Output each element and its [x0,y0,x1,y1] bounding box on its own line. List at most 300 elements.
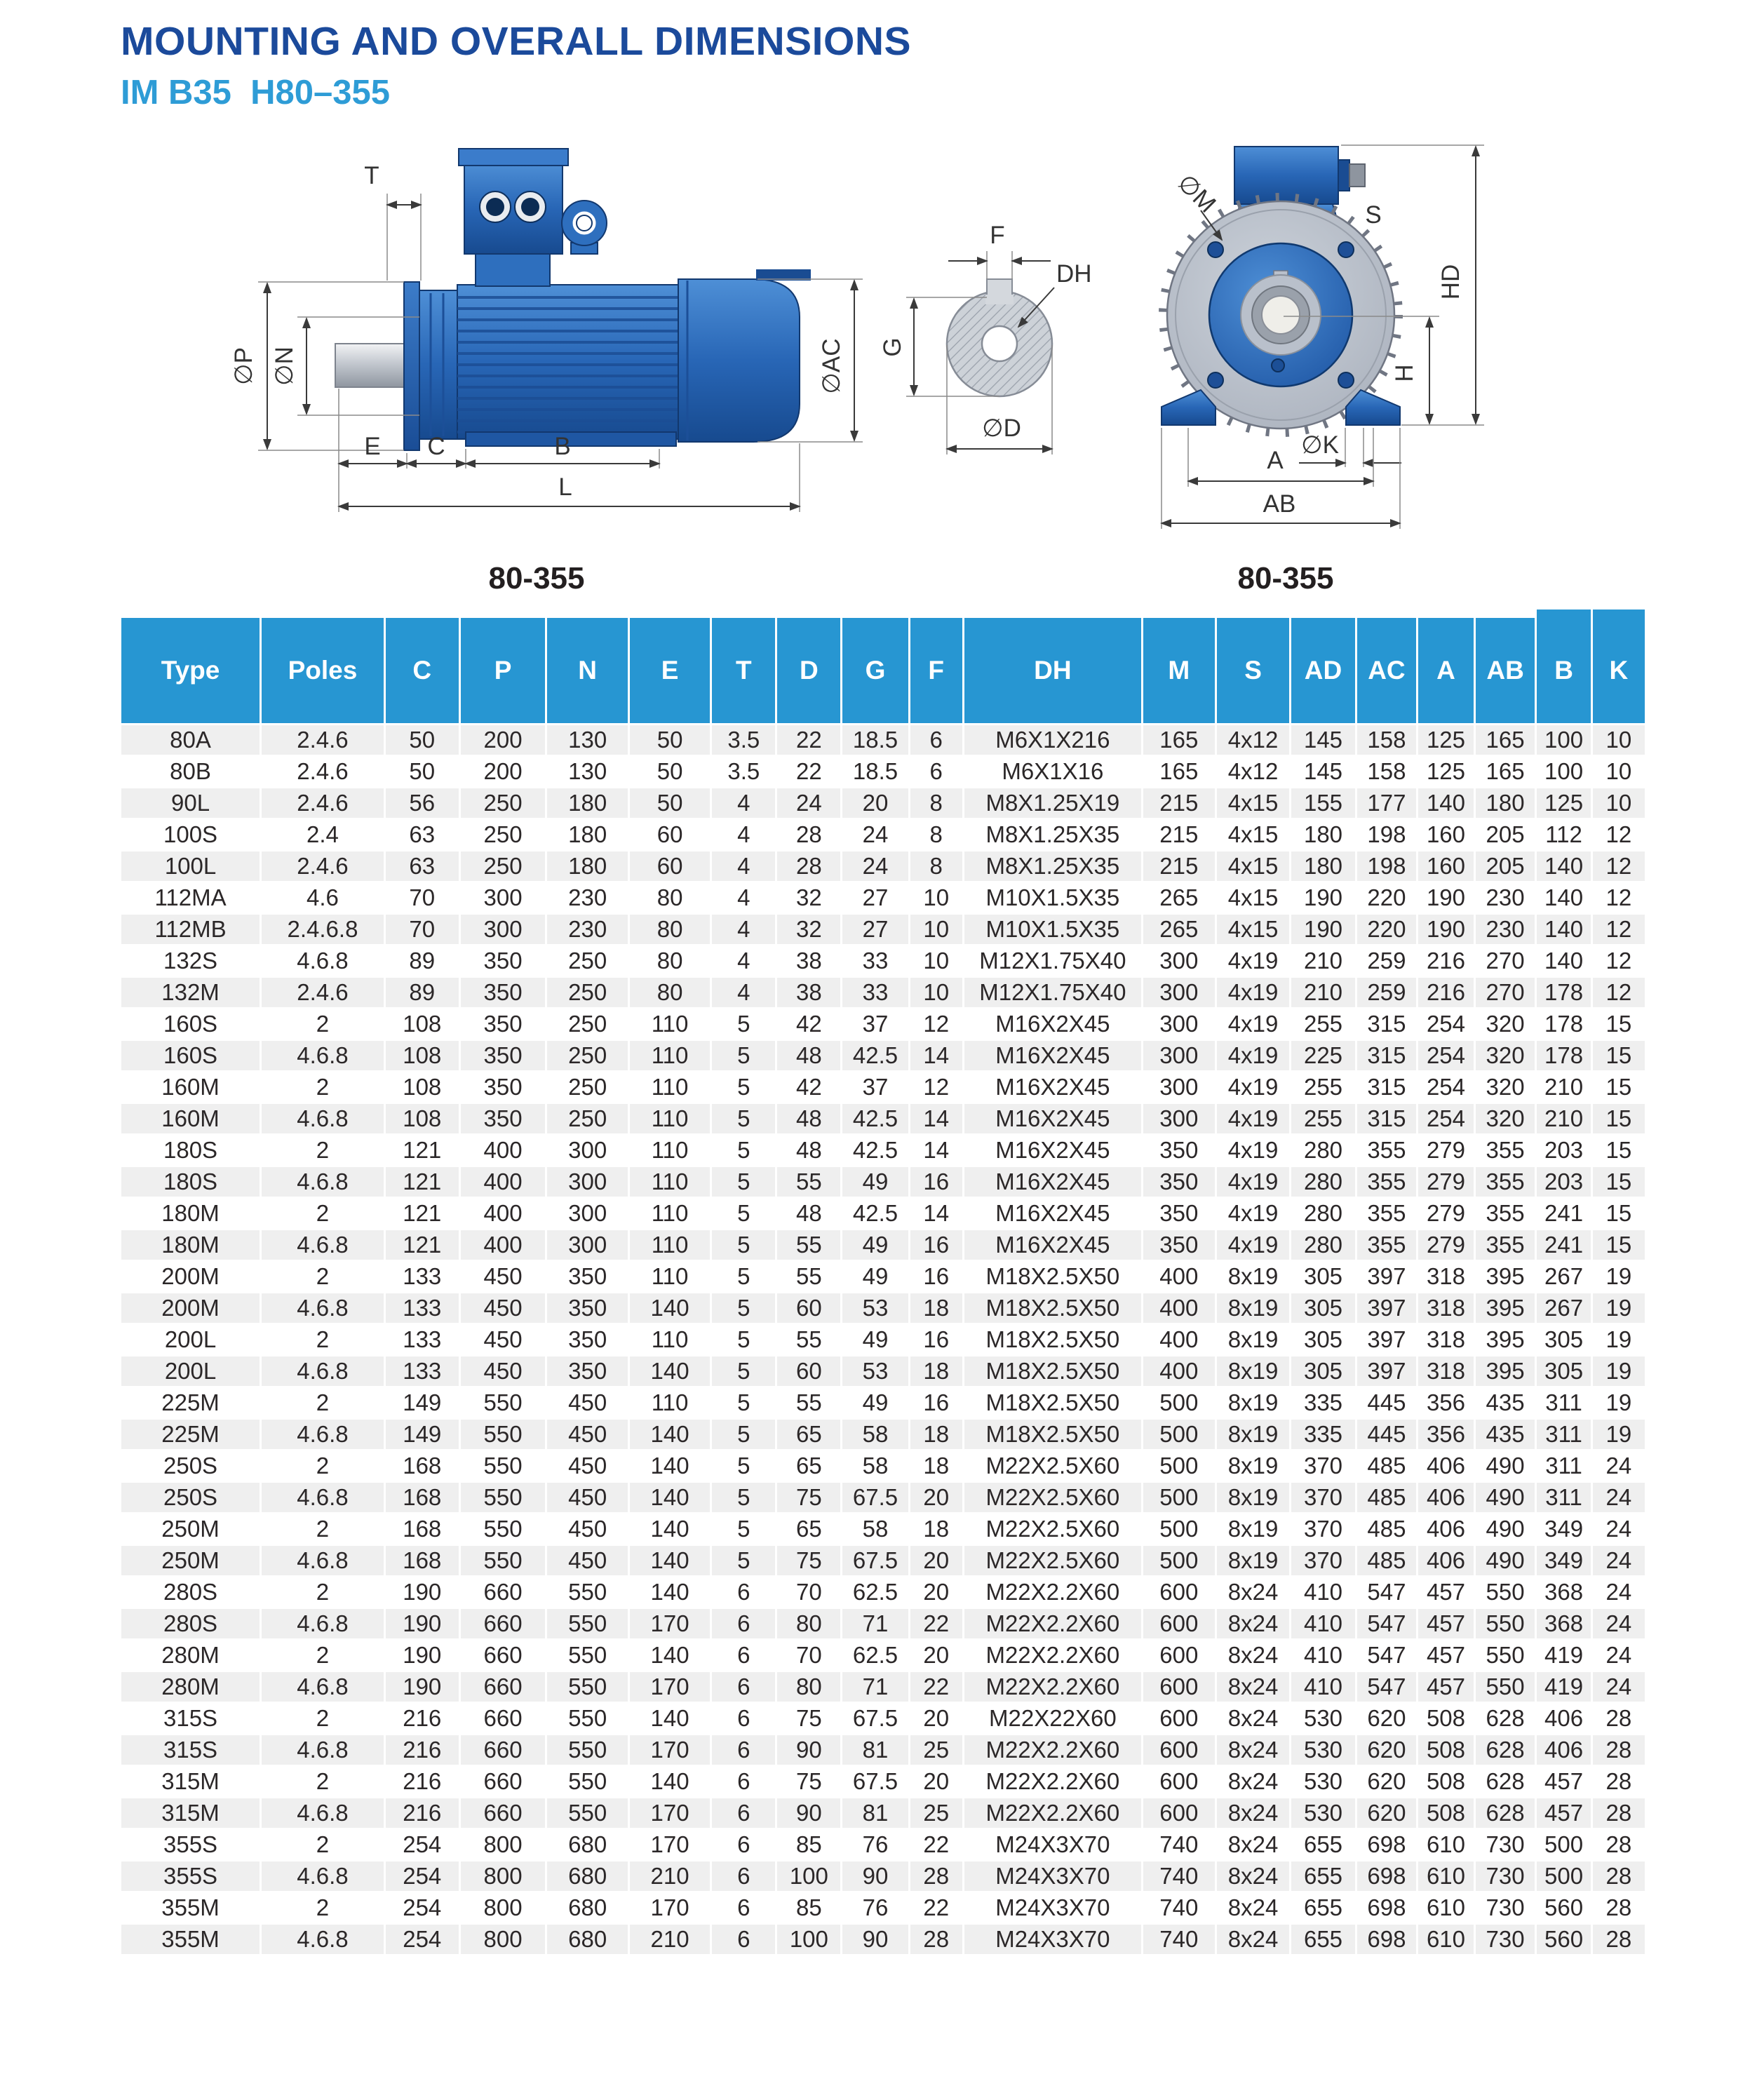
table-cell: 60 [630,851,710,881]
table-cell: 8x24 [1217,1577,1290,1607]
table-cell: 550 [1476,1609,1535,1638]
table-cell: 28 [777,851,840,881]
table-cell: 315 [1357,1104,1417,1133]
table-cell: 2 [262,1514,384,1544]
table-cell: 190 [1291,915,1354,944]
table-cell: 254 [1418,1104,1473,1133]
table-cell: M16X2X45 [964,1136,1141,1165]
table-cell: 108 [386,1009,459,1039]
table-cell: 255 [1291,1104,1354,1133]
table-cell: 4.6.8 [262,1356,384,1386]
table-cell: 4 [712,851,775,881]
table-cell: 62.5 [842,1641,908,1670]
flange-bolt-hole [1338,242,1354,257]
table-cell: 108 [386,1041,459,1070]
table-cell: 355 [1476,1230,1535,1260]
table-cell: 355 [1357,1136,1417,1165]
table-cell: 315 [1357,1041,1417,1070]
table-row [121,1356,1645,1386]
lifting-eye-icon [567,206,601,240]
table-cell: 300 [1143,1072,1215,1102]
table-cell: 15 [1593,1230,1645,1260]
table-cell: 170 [630,1672,710,1702]
table-cell: 110 [630,1041,710,1070]
table-cell: 500 [1143,1483,1215,1512]
page-subtitle: IM B35 H80–355 [121,74,391,112]
table-cell: 500 [1537,1830,1590,1859]
table-cell: 419 [1537,1641,1590,1670]
table-cell: 165 [1143,725,1215,755]
table-cell: 225M [121,1420,260,1449]
table-header-cell: D [777,618,840,723]
table-row [121,1641,1645,1670]
table-row [121,1483,1645,1512]
table-cell: 12 [1593,851,1645,881]
table-cell: 210 [1291,978,1354,1007]
table-cell: 4x15 [1217,788,1290,818]
table-cell: 90 [842,1925,908,1954]
table-cell: 680 [547,1925,627,1954]
table-cell: 80B [121,757,260,786]
table-cell: 550 [461,1451,546,1481]
table-cell: 190 [386,1609,459,1638]
table-cell: 4.6.8 [262,1735,384,1765]
table-header-cell: AB [1476,618,1535,723]
terminal-box-lid [459,149,568,166]
table-cell: 158 [1357,725,1417,755]
dim-label-M: ∅M [1172,168,1222,218]
table-cell: 28 [1593,1798,1645,1828]
table-cell: 205 [1476,851,1535,881]
table-cell: 15 [1593,1167,1645,1197]
table-cell: 315S [121,1704,260,1733]
table-cell: 547 [1357,1672,1417,1702]
table-cell: 305 [1537,1356,1590,1386]
table-cell: 730 [1476,1925,1535,1954]
table-cell: 368 [1537,1609,1590,1638]
table-cell: 350 [461,1041,546,1070]
table-cell: 80 [630,915,710,944]
table-cell: 20 [910,1641,962,1670]
table-cell: 2 [262,1072,384,1102]
table-cell: 318 [1418,1262,1473,1291]
table-cell: 28 [910,1925,962,1954]
dim-label-S: S [1365,201,1382,229]
table-cell: 279 [1418,1167,1473,1197]
table-cell: 200 [461,725,546,755]
table-cell: 4x12 [1217,757,1290,786]
table-cell: 315M [121,1767,260,1796]
table-cell: 410 [1291,1609,1354,1638]
table-cell: 730 [1476,1830,1535,1859]
table-cell: 550 [547,1577,627,1607]
table-cell: 5 [712,1546,775,1575]
table-cell: 25 [910,1735,962,1765]
table-cell: 15 [1593,1041,1645,1070]
table-cell: 2 [262,1199,384,1228]
table-cell: 350 [547,1356,627,1386]
table-cell: 5 [712,1009,775,1039]
table-cell: 10 [910,915,962,944]
table-cell: 450 [547,1451,627,1481]
table-cell: 140 [1537,915,1590,944]
table-header-cell: AD [1291,618,1354,723]
table-cell: M24X3X70 [964,1861,1141,1891]
table-cell: 230 [547,915,627,944]
table-cell: 250S [121,1451,260,1481]
table-cell: 6 [712,1577,775,1607]
table-cell: 22 [910,1830,962,1859]
table-cell: 49 [842,1167,908,1197]
table-row [121,1388,1645,1418]
dim-label-E: E [364,433,381,460]
table-cell: 168 [386,1483,459,1512]
table-cell: 14 [910,1104,962,1133]
table-cell: 140 [630,1514,710,1544]
table-cell: 90 [777,1735,840,1765]
table-cell: 18.5 [842,725,908,755]
table-cell: 300 [1143,1009,1215,1039]
table-cell: 450 [461,1356,546,1386]
table-cell: 110 [630,1136,710,1165]
table-cell: 85 [777,1893,840,1923]
table-cell: 530 [1291,1767,1354,1796]
flange-bolt-hole [1338,372,1354,388]
table-cell: 71 [842,1609,908,1638]
table-cell: 12 [910,1009,962,1039]
table-cell: 265 [1143,883,1215,913]
table-cell: 610 [1418,1830,1473,1859]
table-cell: 81 [842,1735,908,1765]
table-cell: 225 [1291,1041,1354,1070]
table-cell: 267 [1537,1293,1590,1323]
table-cell: 100 [1537,725,1590,755]
table-cell: 210 [630,1861,710,1891]
table-cell: 160M [121,1072,260,1102]
table-row [121,1609,1645,1638]
table-cell: M18X2.5X50 [964,1356,1141,1386]
table-cell: 216 [386,1798,459,1828]
table-cell: 180M [121,1230,260,1260]
table-cell: 15 [1593,1009,1645,1039]
table-cell: 254 [386,1893,459,1923]
table-cell: 20 [910,1704,962,1733]
table-cell: 110 [630,1230,710,1260]
table-cell: 80A [121,725,260,755]
table-cell: M24X3X70 [964,1830,1141,1859]
table-row [121,1420,1645,1449]
table-cell: 457 [1537,1767,1590,1796]
table-cell: 450 [461,1325,546,1354]
table-cell: 305 [1291,1325,1354,1354]
table-cell: 178 [1537,1041,1590,1070]
table-cell: 547 [1357,1577,1417,1607]
table-header-cell: K [1593,618,1645,723]
table-cell: 203 [1537,1167,1590,1197]
table-cell: 33 [842,946,908,976]
table-cell: 180 [1476,788,1535,818]
fan-cover [678,279,800,442]
table-cell: 67.5 [842,1546,908,1575]
table-cell: 58 [842,1420,908,1449]
table-cell: 6 [712,1861,775,1891]
table-row [121,1072,1645,1102]
table-cell: 180 [547,788,627,818]
table-cell: 250 [547,1104,627,1133]
dim-label-DH: DH [1056,260,1092,288]
table-cell: 170 [630,1893,710,1923]
table-cell: 28 [1593,1704,1645,1733]
table-cell: 600 [1143,1735,1215,1765]
table-cell: 125 [1418,757,1473,786]
table-cell: 198 [1357,820,1417,849]
table-cell: 168 [386,1451,459,1481]
table-cell: 485 [1357,1546,1417,1575]
table-cell: 140 [630,1704,710,1733]
table-cell: 2 [262,1009,384,1039]
table-cell: 8x24 [1217,1861,1290,1891]
table-cell: 130 [547,725,627,755]
table-cell: 550 [547,1609,627,1638]
table-cell: 49 [842,1325,908,1354]
table-cell: 19 [1593,1356,1645,1386]
table-header-cell: N [547,618,627,723]
table-cell: 37 [842,1009,908,1039]
table-cell: M18X2.5X50 [964,1388,1141,1418]
table-row [121,1861,1645,1891]
table-cell: 48 [777,1104,840,1133]
table-cell: 110 [630,1009,710,1039]
table-cell: 500 [1143,1514,1215,1544]
table-cell: 259 [1357,978,1417,1007]
table-cell: 18 [910,1356,962,1386]
table-cell: 550 [461,1514,546,1544]
table-cell: 80 [630,978,710,1007]
table-cell: 216 [386,1735,459,1765]
table-cell: 698 [1357,1893,1417,1923]
table-cell: 800 [461,1893,546,1923]
terminal-box-front [1234,147,1338,204]
table-cell: 6 [712,1925,775,1954]
table-cell: 12 [1593,946,1645,976]
table-cell: 12 [1593,915,1645,944]
table-cell: 356 [1418,1388,1473,1418]
table-cell: 355 [1357,1199,1417,1228]
table-cell: 8x19 [1217,1388,1290,1418]
table-cell: 550 [547,1704,627,1733]
table-cell: 121 [386,1136,459,1165]
table-cell: 315S [121,1735,260,1765]
table-cell: 180S [121,1136,260,1165]
table-cell: 55 [777,1388,840,1418]
table-cell: 740 [1143,1830,1215,1859]
table-row [121,1672,1645,1702]
table-cell: 4.6.8 [262,1861,384,1891]
table-header-cell: Type [121,618,260,723]
table-cell: 50 [386,757,459,786]
table-cell: 311 [1537,1451,1590,1481]
table-cell: 140 [630,1420,710,1449]
table-cell: 400 [1143,1356,1215,1386]
table-cell: 550 [461,1546,546,1575]
table-cell: 75 [777,1483,840,1512]
table-cell: 457 [1418,1609,1473,1638]
table-cell: 279 [1418,1230,1473,1260]
table-cell: 140 [630,1356,710,1386]
table-cell: 300 [1143,946,1215,976]
table-cell: 350 [1143,1199,1215,1228]
table-cell: 628 [1476,1704,1535,1733]
table-cell: 315 [1357,1009,1417,1039]
table-cell: 406 [1537,1735,1590,1765]
table-cell: 350 [1143,1136,1215,1165]
table-cell: 165 [1476,725,1535,755]
table-cell: 180 [547,851,627,881]
table-cell: 4.6.8 [262,1609,384,1638]
page-title: MOUNTING AND OVERALL DIMENSIONS [121,19,912,64]
table-cell: 71 [842,1672,908,1702]
table-cell: 2.4.6 [262,757,384,786]
table-cell: 660 [461,1609,546,1638]
table-cell: M18X2.5X50 [964,1325,1141,1354]
table-cell: 250 [547,946,627,976]
table-cell: M12X1.75X40 [964,946,1141,976]
table-cell: 628 [1476,1798,1535,1828]
table-cell: 450 [547,1420,627,1449]
table-cell: M24X3X70 [964,1925,1141,1954]
table-cell: 19 [1593,1325,1645,1354]
table-header-cell: F [910,618,962,723]
table-cell: 63 [386,820,459,849]
table-cell: 60 [630,820,710,849]
table-cell: 4.6.8 [262,1672,384,1702]
table-cell: 80 [777,1609,840,1638]
table-cell: 350 [547,1293,627,1323]
table-cell: 4 [712,883,775,913]
table-cell: 65 [777,1514,840,1544]
table-cell: 355M [121,1925,260,1954]
table-cell: 205 [1476,820,1535,849]
table-cell: 125 [1537,788,1590,818]
table-cell: 5 [712,1041,775,1070]
table-cell: 100S [121,820,260,849]
table-cell: 5 [712,1072,775,1102]
table-cell: 450 [461,1293,546,1323]
table-cell: 350 [1143,1167,1215,1197]
table-cell: 215 [1143,788,1215,818]
table-cell: 250 [461,788,546,818]
table-cell: 550 [547,1672,627,1702]
table-cell: 5 [712,1451,775,1481]
table-cell: 620 [1357,1704,1417,1733]
table-cell: 140 [630,1483,710,1512]
table-cell: 508 [1418,1767,1473,1796]
table-cell: 42.5 [842,1041,908,1070]
table-cell: 19 [1593,1262,1645,1291]
table-cell: M6X1X216 [964,725,1141,755]
table-cell: 216 [386,1767,459,1796]
table-cell: 8 [910,820,962,849]
table-cell: 254 [386,1861,459,1891]
table-cell: 395 [1476,1325,1535,1354]
table-cell: 8x24 [1217,1704,1290,1733]
table-cell: 8x24 [1217,1641,1290,1670]
table-cell: 70 [386,915,459,944]
table-cell: 216 [1418,946,1473,976]
table-cell: 165 [1143,757,1215,786]
table-cell: 2 [262,1388,384,1418]
table-cell: 254 [1418,1009,1473,1039]
table-cell: 305 [1291,1356,1354,1386]
table-cell: 24 [777,788,840,818]
table-cell: 680 [547,1861,627,1891]
table-row [121,1893,1645,1923]
table-cell: 178 [1537,978,1590,1007]
table-cell: 10 [910,946,962,976]
table-cell: 22 [910,1672,962,1702]
table-cell: 8x19 [1217,1514,1290,1544]
table-row [121,1009,1645,1039]
dim-label-T: T [364,162,379,189]
table-cell: 450 [547,1546,627,1575]
table-cell: 89 [386,946,459,976]
table-cell: 5 [712,1262,775,1291]
table-cell: 600 [1143,1609,1215,1638]
table-cell: 168 [386,1514,459,1544]
table-cell: M6X1X16 [964,757,1141,786]
table-cell: 24 [1593,1451,1645,1481]
table-cell: M22X2.5X60 [964,1451,1141,1481]
table-row [121,757,1645,786]
table-cell: 320 [1476,1072,1535,1102]
table-cell: 216 [386,1704,459,1733]
table-cell: 3.5 [712,757,775,786]
table-cell: 550 [461,1483,546,1512]
table-row [121,1230,1645,1260]
table-cell: 490 [1476,1546,1535,1575]
table-cell: 15 [1593,1136,1645,1165]
table-cell: 125 [1418,725,1473,755]
table-cell: 8x24 [1217,1609,1290,1638]
table-cell: 8x19 [1217,1356,1290,1386]
table-cell: 800 [461,1861,546,1891]
table-cell: M22X2.2X60 [964,1798,1141,1828]
table-cell: 500 [1537,1861,1590,1891]
table-cell: 406 [1418,1514,1473,1544]
table-cell: 8x19 [1217,1262,1290,1291]
table-cell: M16X2X45 [964,1230,1141,1260]
table-cell: 305 [1291,1262,1354,1291]
table-cell: 62.5 [842,1577,908,1607]
table-cell: 22 [777,757,840,786]
table-cell: 24 [1593,1672,1645,1702]
table-cell: 100 [1537,757,1590,786]
table-cell: 4 [712,915,775,944]
table-cell: 406 [1537,1704,1590,1733]
table-cell: 33 [842,978,908,1007]
table-row [121,1798,1645,1828]
table-cell: 4x19 [1217,1104,1290,1133]
table-cell: 350 [547,1325,627,1354]
table-cell: 22 [910,1609,962,1638]
table-cell: 210 [630,1925,710,1954]
table-cell: 8 [910,788,962,818]
table-cell: 4.6.8 [262,1925,384,1954]
table-cell: 38 [777,946,840,976]
table-cell: 335 [1291,1420,1354,1449]
table-cell: 230 [1476,883,1535,913]
table-cell: 5 [712,1483,775,1512]
